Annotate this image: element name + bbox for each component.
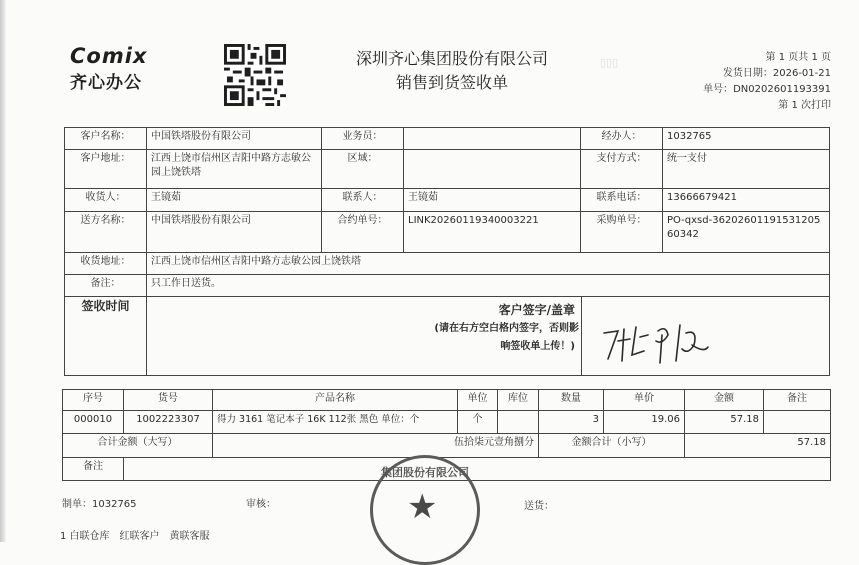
receiver-label: 收货人： — [64, 188, 147, 212]
stamp-text: 集团股份有限公司 — [381, 466, 469, 479]
handler-label: 经办人： — [580, 127, 663, 150]
sign-note-2: 响签收单上传！) — [500, 341, 575, 352]
print-count: 第 1 次打印 — [778, 100, 831, 111]
remark-value: 只工作日送货。 — [146, 274, 830, 297]
ship-to-value: 中国铁塔股份有限公司 — [146, 211, 322, 253]
row-qty: 3 — [538, 410, 604, 434]
phone-label: 联系电话： — [580, 188, 663, 212]
row-unit: 个 — [457, 410, 498, 434]
customer-name-value: 中国铁塔股份有限公司 — [146, 127, 322, 150]
header-serial: 序号 — [62, 389, 124, 411]
row-item-no: 1002223307 — [123, 410, 213, 434]
handler-value: 1032765 — [662, 127, 830, 150]
sign-time-label: 签收时间 — [64, 296, 147, 376]
total-small-label: 金额合计（小写） — [538, 433, 685, 458]
company-stamp — [370, 455, 480, 565]
row-serial: 000010 — [62, 410, 124, 434]
customer-name-label: 客户名称： — [64, 127, 147, 150]
contract-label: 合约单号： — [321, 211, 404, 253]
bleed-through-mark: ▯▯▯ — [600, 56, 619, 69]
address-value: 江西上饶市信州区吉阳中路方志敏公园上饶铁塔 — [146, 149, 322, 189]
header-price: 单价 — [603, 389, 685, 411]
header-item-no: 货号 — [123, 389, 213, 411]
qr-code-icon — [224, 44, 286, 106]
deliverer: 送货： — [524, 501, 554, 512]
ship-date: 发货日期：2026-01-21 — [722, 68, 831, 79]
contact-value: 王镜茹 — [403, 188, 581, 212]
header-product: 产品名称 — [212, 389, 458, 411]
page-indicator: 第 1 页共 1 页 — [765, 52, 831, 63]
ship-to-label: 送方名称： — [64, 211, 147, 253]
total-cn-label: 合计金额（大写） — [62, 433, 213, 458]
reviewer: 审核： — [246, 499, 276, 510]
purchase-label: 采购单号： — [580, 211, 663, 253]
region-value — [403, 149, 581, 189]
logo-wordmark: Comix — [70, 44, 148, 68]
salesman-label: 业务员： — [321, 127, 404, 150]
payment-value: 统一支付 — [662, 149, 830, 189]
handwritten-signature-icon — [596, 311, 726, 371]
header-location: 库位 — [497, 389, 539, 411]
address-label: 客户地址： — [64, 149, 147, 189]
signature-box[interactable] — [581, 296, 830, 376]
star-icon: ★ — [407, 487, 438, 527]
order-number: 单号：DN0202601193391 — [703, 84, 831, 95]
salesman-value — [403, 127, 581, 150]
sign-note-1: (请在右方空白格内签字，否则影 — [434, 323, 579, 334]
header-amount: 金额 — [684, 389, 764, 411]
payment-label: 支付方式： — [580, 149, 663, 189]
total-cn-value: 伍拾柒元壹角捌分 — [212, 433, 539, 458]
remark-label: 备注： — [64, 274, 147, 297]
row-product: 得力 3161 笔记本子 16K 112张 黑色 单位：个 — [212, 410, 458, 434]
row-location — [497, 410, 539, 434]
items-remark-value — [123, 457, 831, 481]
header-qty: 数量 — [538, 389, 604, 411]
scan-edge — [0, 0, 6, 542]
delivery-address-label: 收货地址： — [64, 252, 147, 275]
total-small-value: 57.18 — [684, 433, 831, 458]
phone-value: 13666679421 — [662, 188, 830, 212]
sign-time-area — [146, 296, 582, 376]
maker: 制单：1032765 — [62, 499, 137, 510]
header-remark: 备注 — [763, 389, 831, 411]
copy-distribution: 1 白联仓库 红联客户 黄联客服 — [60, 531, 210, 542]
logo-chinese: 齐心办公 — [70, 73, 142, 93]
delivery-address-value: 江西上饶市信州区吉阳中路方志敏公园上饶铁塔 — [146, 252, 830, 275]
purchase-value: PO-qxsd-36202601191531205603​42 — [662, 211, 830, 253]
company-name: 深圳齐心集团股份有限公司 — [355, 49, 548, 68]
items-remark-label: 备注 — [62, 457, 124, 481]
row-remark — [763, 410, 831, 434]
header-unit: 单位 — [457, 389, 498, 411]
region-label: 区域： — [321, 149, 404, 189]
receiver-value: 王镜茹 — [146, 188, 322, 212]
contract-value: LINK20260119340003221 — [403, 211, 581, 253]
sign-title: 客户签字/盖章 — [498, 303, 575, 317]
document-title: 销售到货签收单 — [395, 73, 508, 92]
contact-label: 联系人： — [321, 188, 404, 212]
row-price: 19.06 — [603, 410, 685, 434]
row-amount: 57.18 — [684, 410, 764, 434]
